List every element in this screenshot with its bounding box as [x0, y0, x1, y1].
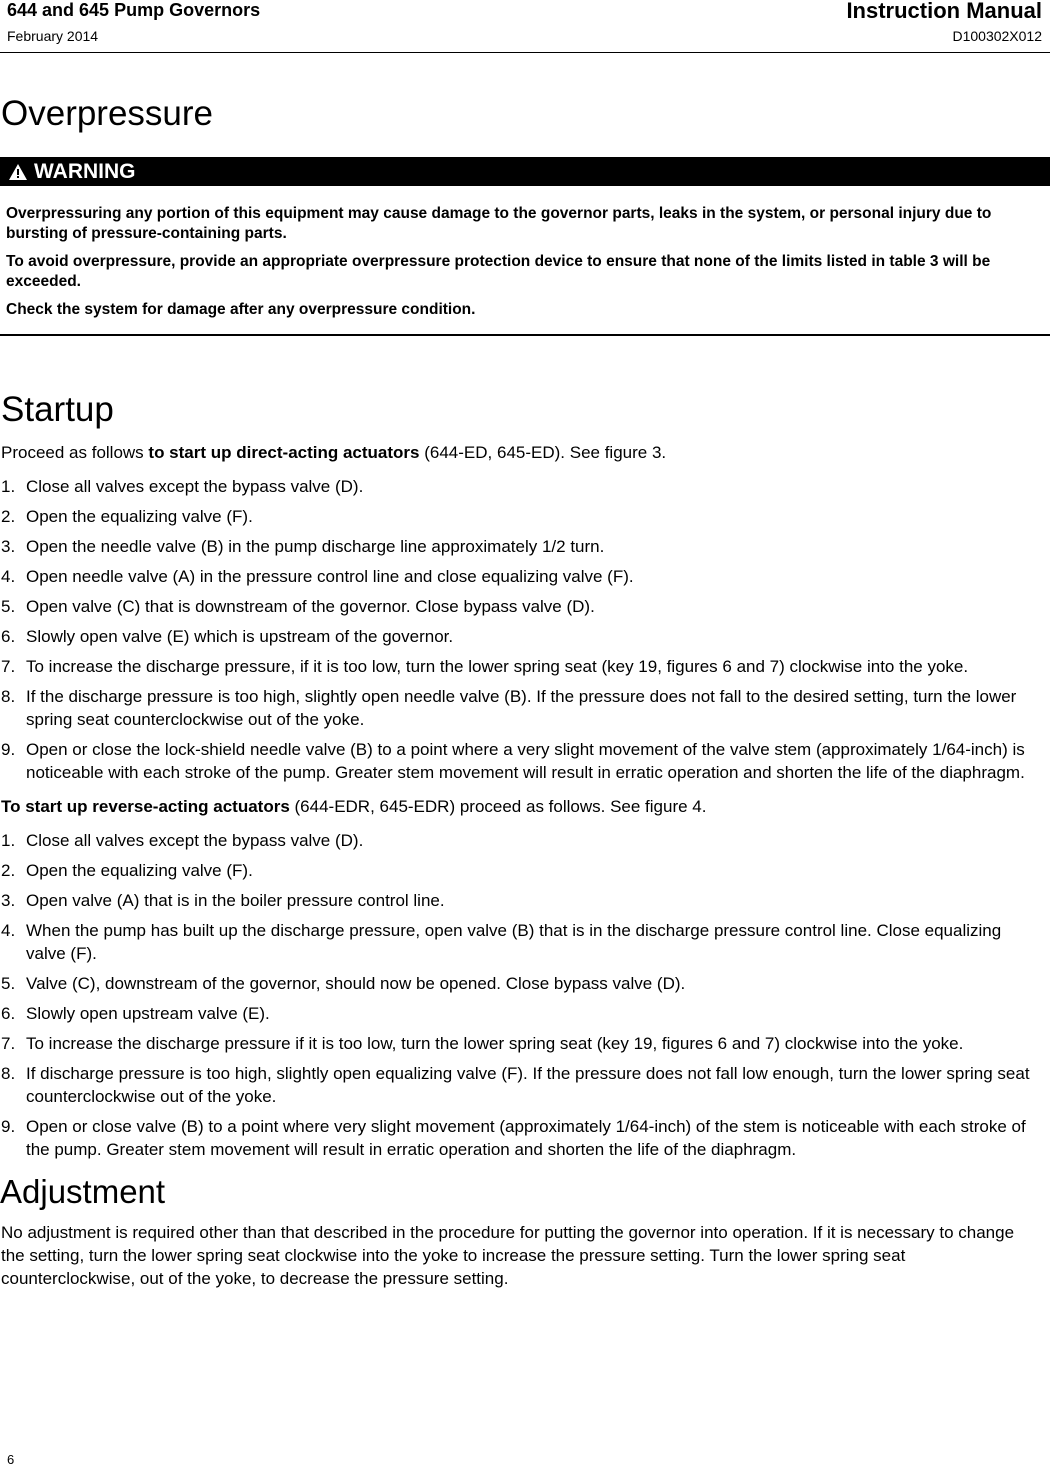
- step-item: [1, 1002, 1042, 1025]
- step-item: [1, 685, 1042, 731]
- step-item: [1, 972, 1042, 995]
- step-number: 5.: [1, 597, 16, 616]
- publish-date: February 2014: [7, 28, 99, 44]
- step-number: 6.: [1, 627, 16, 646]
- step-number: 1.: [1, 477, 16, 496]
- step-item: [1, 1115, 1042, 1161]
- step-item: [1, 565, 1042, 588]
- step-number: 7.: [1, 657, 16, 676]
- reverse-intro: [1, 795, 1042, 818]
- warning-triangle-icon: [8, 163, 28, 181]
- step-number: 7.: [1, 1034, 16, 1053]
- step-item: [1, 475, 1042, 498]
- step-text: Valve (C), downstream of the governor, should now be opened. Close bypass valve (D).: [26, 974, 686, 993]
- step-text: Slowly open valve (E) which is upstream of the governor.: [26, 627, 454, 646]
- step-item: [1, 1032, 1042, 1055]
- step-item: [1, 919, 1042, 965]
- step-number: 1.: [1, 831, 16, 850]
- startup-intro: [1, 441, 1042, 464]
- step-item: [1, 889, 1042, 912]
- step-item: [1, 595, 1042, 618]
- step-text: To increase the discharge pressure if it is too low, turn the lower spring seat (key 19, figures 6 and 7) clockwise into the yoke.: [26, 1034, 964, 1053]
- step-number: 3.: [1, 537, 16, 556]
- step-number: 8.: [1, 687, 16, 706]
- adjustment-text: No adjustment is required other than that described in the procedure for putting the governor into operation. If it is necessary to change the setting, turn the lower spring seat clockwise into the yoke to increase the pressure setting. Turn the lower spring seat counterclockwise, out of the yoke, to decrease the pressure setting.: [1, 1223, 1015, 1288]
- step-number: 6.: [1, 1004, 16, 1023]
- step-item: [1, 535, 1042, 558]
- step-item: [1, 829, 1042, 852]
- product-title: 644 and 645 Pump Governors: [7, 0, 261, 20]
- adjustment-heading: Adjustment: [0, 1173, 166, 1210]
- intro-emphasis: to start up direct-acting actuators: [148, 443, 420, 462]
- step-text: Open needle valve (A) in the pressure control line and close equalizing valve (F).: [26, 567, 634, 586]
- step-text: If the discharge pressure is too high, slightly open needle valve (B). If the pressure does not fall to the desired setting, turn the lower spring seat counterclockwise out of the yoke.: [26, 687, 1017, 729]
- warning-paragraph: To avoid overpressure, provide an appropriate overpressure protection device to ensure that none of the limits listed in table 3 will be exceeded.: [6, 253, 991, 290]
- step-text: When the pump has built up the discharge pressure, open valve (B) that is in the discharge pressure control line. Close equalizing valve (F).: [26, 921, 1002, 963]
- step-number: 9.: [1, 1117, 16, 1136]
- reverse-emphasis: To start up reverse-acting actuators: [1, 797, 290, 816]
- warning-text: [0, 204, 1050, 336]
- step-text: Open or close the lock-shield needle valve (B) to a point where a very slight movement of the valve stem (approximately 1/64-inch) is noticeable with each stroke of the pump. Greater stem movement will result in erratic operation and shorten the life of the diaphragm.: [26, 740, 1025, 782]
- step-number: 2.: [1, 507, 16, 526]
- step-text: Close all valves except the bypass valve (D).: [26, 831, 364, 850]
- reverse-text: (644-EDR, 645-EDR) proceed as follows. See figure 4.: [289, 797, 707, 816]
- startup-section: [1, 441, 1042, 1301]
- step-item: [1, 625, 1042, 648]
- step-number: 8.: [1, 1064, 16, 1083]
- step-item: [1, 738, 1042, 784]
- step-item: [1, 505, 1042, 528]
- step-number: 2.: [1, 861, 16, 880]
- step-item: [1, 859, 1042, 882]
- step-number: 4.: [1, 921, 16, 940]
- step-text: Open the needle valve (B) in the pump discharge line approximately 1/2 turn.: [26, 537, 605, 556]
- step-text: Open valve (C) that is downstream of the governor. Close bypass valve (D).: [26, 597, 595, 616]
- warning-label: WARNING: [34, 160, 136, 183]
- intro-text: Proceed as follows: [1, 443, 149, 462]
- reverse-acting-steps: [1, 829, 1042, 1161]
- overpressure-heading: Overpressure: [1, 94, 214, 133]
- warning-paragraph: Check the system for damage after any overpressure condition.: [6, 301, 476, 318]
- step-text: Close all valves except the bypass valve (D).: [26, 477, 364, 496]
- direct-acting-steps: [1, 475, 1042, 784]
- page-header: [0, 0, 1050, 53]
- step-text: Slowly open upstream valve (E).: [26, 1004, 270, 1023]
- step-text: If discharge pressure is too high, slightly open equalizing valve (F). If the pressure does not fall low enough, turn the lower spring seat counterclockwise out of the yoke.: [26, 1064, 1030, 1106]
- warning-paragraph: Overpressuring any portion of this equipment may cause damage to the governor parts, leaks in the system, or personal injury due to bursting of pressure-containing parts.: [6, 205, 992, 242]
- page-number: 6: [7, 1452, 15, 1467]
- startup-heading: Startup: [1, 390, 114, 429]
- manual-title: Instruction Manual: [846, 0, 1042, 23]
- step-text: Open the equalizing valve (F).: [26, 507, 253, 526]
- step-number: 5.: [1, 974, 16, 993]
- step-number: 9.: [1, 740, 16, 759]
- step-text: Open the equalizing valve (F).: [26, 861, 253, 880]
- warning-banner: [0, 157, 1050, 186]
- step-number: 4.: [1, 567, 16, 586]
- step-item: [1, 1062, 1042, 1108]
- step-text: To increase the discharge pressure, if it is too low, turn the lower spring seat (key 19, figures 6 and 7) clockwise into the yoke.: [26, 657, 969, 676]
- step-text: Open or close valve (B) to a point where very slight movement (approximately 1/64-inch) of the stem is noticeable with each stroke of the pump. Greater stem movement will result in erratic operation and shorten the life of the diaphragm.: [26, 1117, 1026, 1159]
- step-number: 3.: [1, 891, 16, 910]
- step-item: [1, 655, 1042, 678]
- document-number: D100302X012: [952, 28, 1042, 44]
- intro-text: (644-ED, 645-ED). See figure 3.: [419, 443, 667, 462]
- step-text: Open valve (A) that is in the boiler pressure control line.: [26, 891, 445, 910]
